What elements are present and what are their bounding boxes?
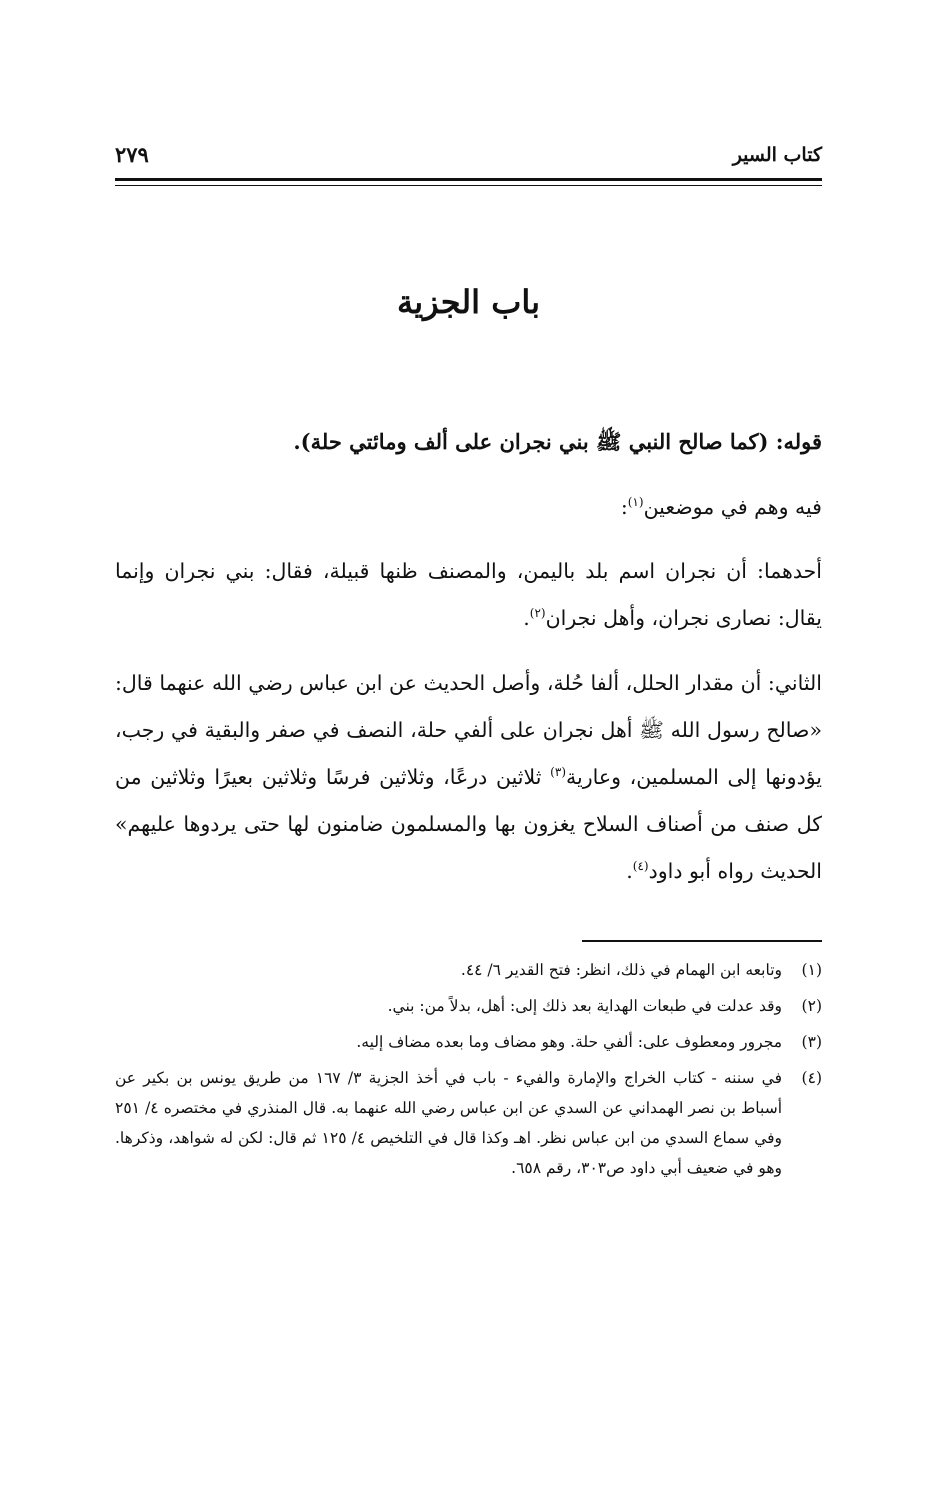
paragraph-3-text-a: الثاني: أن مقدار الحلل، ألفا حُلة، وأصل الحديث عن ابن عباس رضي الله عنهما قال: «صالح رسول الله ﷺ أهل نجران على ألفي حلة، النصف في صفر والبقية في رجب، يؤدونها إلى المسلمين، وعارية <box>115 671 822 789</box>
paragraph-3-end: . <box>626 859 633 883</box>
paragraph-1 <box>115 484 822 531</box>
footnote-ref-4: (٤) <box>632 859 649 874</box>
footnote-number: (٢) <box>801 997 822 1015</box>
paragraph-2-text: أحدهما: أن نجران اسم بلد باليمن، والمصنف ظنها قبيلة، فقال: بني نجران وإنما يقال: نصارى نجران، وأهل نجران <box>115 559 822 630</box>
footnote-item <box>115 1063 822 1183</box>
footnote-ref-1: (١) <box>627 495 644 510</box>
header-rule-thin <box>115 185 822 186</box>
paragraph-3 <box>115 660 822 895</box>
paragraph-1-text: فيه وهم في موضعين <box>643 495 822 519</box>
footnote-item <box>115 991 822 1021</box>
paragraph-3-text-b: ثلاثين درعًا، وثلاثين فرسًا وثلاثين بعيرًا وثلاثين من كل صنف من أصناف السلاح يغزون بها والمسلمون ضامنون لها حتى يردوها عليهم» الحديث رواه أبو داود <box>115 765 822 883</box>
footnote-text: وقد عدلت في طبعات الهداية بعد ذلك إلى: أهل، بدلاً من: بني. <box>387 997 782 1015</box>
quoted-statement <box>115 418 822 465</box>
page-number: ٢٧٩ <box>115 142 149 167</box>
footnote-number: (١) <box>801 961 822 979</box>
paragraph-2 <box>115 548 822 642</box>
paragraph-2-end: . <box>523 606 530 630</box>
footnote-number: (٣) <box>801 1033 822 1051</box>
page-header <box>115 138 822 178</box>
quote-text: قوله: (كما صالح النبي ﷺ بني نجران على ألف ومائتي حلة). <box>293 429 822 454</box>
running-title: كتاب السير <box>732 144 822 166</box>
chapter-title: باب الجزية <box>397 283 540 321</box>
footnote-text: مجرور ومعطوف على: ألفي حلة. وهو مضاف وما بعده مضاف إليه. <box>356 1033 782 1051</box>
footnote-number: (٤) <box>801 1069 822 1087</box>
footnote-text: في سننه - كتاب الخراج والإمارة والفيء - باب في أخذ الجزية ٣/ ١٦٧ من طريق يونس بن بكير عن أسباط بن نصر الهمداني عن السدي عن ابن عباس رضي الله عنهما به. قال المنذري في مختصره ٤/ ٢٥١ وفي سماع السدي من ابن عباس نظر. اهـ وكذا قال في التلخيص ٤/ ١٢٥ ثم قال: لكن له شواهد، وذكرها. وهو في ضعيف أبي داود ص٣٠٣، رقم ٦٥٨. <box>115 1069 783 1177</box>
header-rule-thick <box>115 178 822 181</box>
paragraph-1-end: : <box>620 495 628 519</box>
footnote-text: وتابعه ابن الهمام في ذلك، انظر: فتح القدير ٦/ ٤٤. <box>460 961 782 979</box>
footnotes <box>115 955 822 1189</box>
footnote-item <box>115 955 822 985</box>
footnote-separator <box>582 940 822 942</box>
footnote-ref-2: (٢) <box>529 606 546 621</box>
footnote-item <box>115 1027 822 1057</box>
footnote-ref-3: (٣) <box>550 765 566 780</box>
